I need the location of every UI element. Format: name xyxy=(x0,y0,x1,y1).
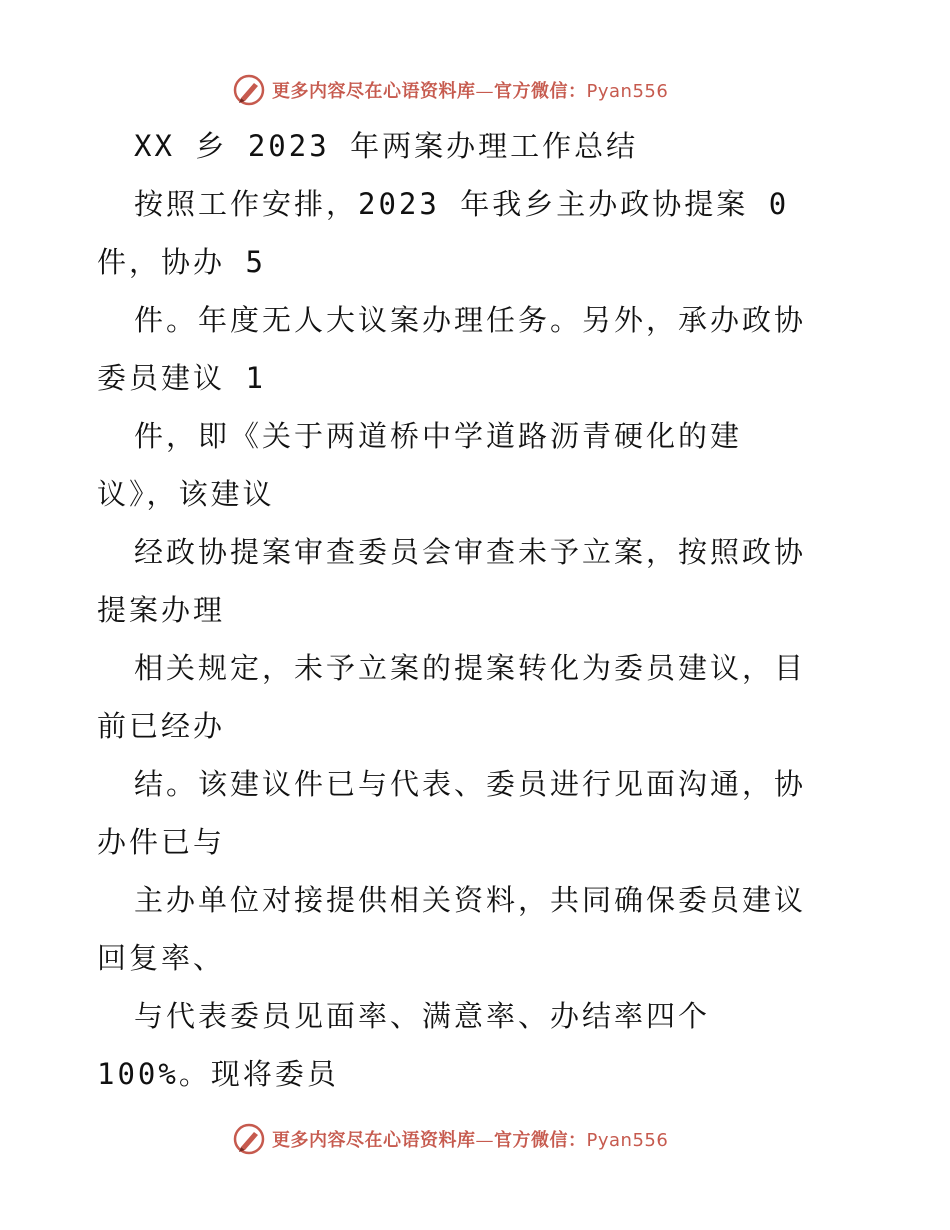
watermark-text xyxy=(272,77,668,103)
watermark-banner-bottom xyxy=(232,1121,668,1157)
pen-logo-icon xyxy=(232,1122,266,1156)
paragraph-line: 结。该建议件已与代表、委员进行见面沟通，协 xyxy=(134,767,807,801)
paragraph-line: 100%。现将委员 xyxy=(97,1057,339,1091)
watermark-handle: Pyan556 xyxy=(586,1130,669,1151)
watermark-banner-top xyxy=(232,72,668,108)
watermark-dash: — xyxy=(475,1130,494,1151)
paragraph-line: 按照工作安排，2023 年我乡主办政协提案 0 xyxy=(134,187,790,221)
paragraph-line: 经政协提案审查委员会审查未予立案，按照政协 xyxy=(134,535,807,569)
document-title: XX 乡 2023 年两案办理工作总结 xyxy=(134,129,639,163)
paragraph-line: 相关规定，未予立案的提案转化为委员建议，目 xyxy=(134,651,807,685)
paragraph-line: 委员建议 1 xyxy=(97,361,266,395)
paragraph-line: 议》，该建议 xyxy=(97,477,275,511)
watermark-main: 更多内容尽在心语资料库 xyxy=(272,1130,476,1151)
paragraph-line: 提案办理 xyxy=(97,593,226,627)
watermark-sub: 官方微信： xyxy=(494,81,587,102)
paragraph-line: 主办单位对接提供相关资料，共同确保委员建议 xyxy=(134,883,807,917)
paragraph-line: 回复率、 xyxy=(97,941,226,975)
watermark-handle: Pyan556 xyxy=(586,81,669,102)
watermark-sub: 官方微信： xyxy=(494,1130,587,1151)
watermark-dash: — xyxy=(475,81,494,102)
pen-logo-icon xyxy=(232,73,266,107)
paragraph-line: 件，即《关于两道桥中学道路沥青硬化的建 xyxy=(134,419,743,453)
watermark-main: 更多内容尽在心语资料库 xyxy=(272,81,476,102)
paragraph-line: 办件已与 xyxy=(97,825,226,859)
paragraph-line: 件。年度无人大议案办理任务。另外，承办政协 xyxy=(134,303,807,337)
watermark-text xyxy=(272,1126,668,1152)
paragraph-line: 件，协办 5 xyxy=(97,245,266,279)
paragraph-line: 前已经办 xyxy=(97,709,226,743)
paragraph-line: 与代表委员见面率、满意率、办结率四个 xyxy=(134,999,711,1033)
